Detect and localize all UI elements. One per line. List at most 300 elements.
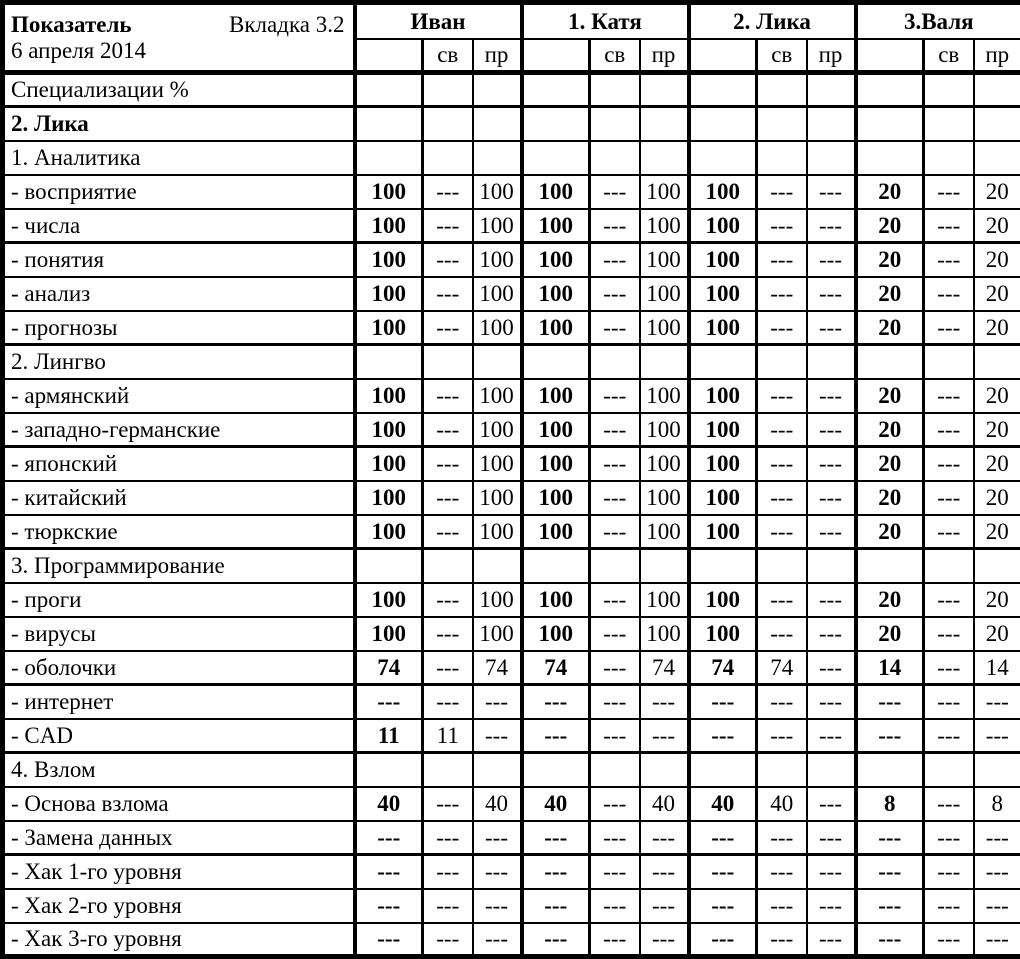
data-cell: --- bbox=[355, 821, 423, 855]
data-cell: --- bbox=[924, 821, 974, 855]
data-cell bbox=[924, 345, 974, 379]
data-cell: --- bbox=[590, 277, 640, 311]
data-cell: --- bbox=[473, 719, 522, 753]
data-cell: --- bbox=[807, 719, 856, 753]
data-cell: 20 bbox=[856, 583, 924, 617]
data-cell bbox=[856, 141, 924, 175]
data-cell: 100 bbox=[689, 481, 757, 515]
data-cell: 100 bbox=[473, 583, 522, 617]
data-cell: --- bbox=[807, 175, 856, 209]
data-cell: --- bbox=[757, 209, 807, 243]
data-cell bbox=[924, 107, 974, 141]
data-cell bbox=[689, 549, 757, 583]
data-cell bbox=[640, 141, 689, 175]
data-cell: --- bbox=[689, 685, 757, 719]
data-cell bbox=[473, 73, 522, 107]
data-cell: --- bbox=[640, 889, 689, 923]
data-cell: 100 bbox=[522, 175, 590, 209]
data-cell: --- bbox=[590, 923, 640, 957]
data-cell: --- bbox=[689, 719, 757, 753]
subcol-pr-header: пр bbox=[640, 39, 689, 73]
data-cell: --- bbox=[590, 583, 640, 617]
data-cell: --- bbox=[757, 311, 807, 345]
data-cell: --- bbox=[807, 413, 856, 447]
group-header-lika: 2. Лика bbox=[689, 3, 856, 39]
data-cell: 100 bbox=[473, 277, 522, 311]
data-cell bbox=[423, 345, 473, 379]
data-cell: 20 bbox=[974, 175, 1020, 209]
data-cell: --- bbox=[924, 311, 974, 345]
data-cell: --- bbox=[807, 685, 856, 719]
data-cell: --- bbox=[757, 855, 807, 889]
data-cell: --- bbox=[757, 277, 807, 311]
data-cell: 100 bbox=[355, 447, 423, 481]
data-cell: --- bbox=[590, 617, 640, 651]
data-cell: --- bbox=[924, 379, 974, 413]
data-cell: --- bbox=[590, 719, 640, 753]
data-cell: --- bbox=[423, 617, 473, 651]
section-row bbox=[3, 345, 1020, 379]
data-cell: 40 bbox=[757, 787, 807, 821]
data-cell: 100 bbox=[689, 583, 757, 617]
data-cell: 100 bbox=[522, 277, 590, 311]
group-header-valya: 3.Валя bbox=[856, 3, 1020, 39]
data-cell: 20 bbox=[856, 515, 924, 549]
data-cell: --- bbox=[590, 821, 640, 855]
item-row bbox=[3, 685, 1020, 719]
data-cell: --- bbox=[590, 209, 640, 243]
data-cell: --- bbox=[757, 243, 807, 277]
data-cell bbox=[974, 73, 1020, 107]
data-cell: 100 bbox=[689, 311, 757, 345]
data-cell: 100 bbox=[355, 583, 423, 617]
data-cell: 20 bbox=[974, 413, 1020, 447]
data-cell: 100 bbox=[522, 447, 590, 481]
item-row bbox=[3, 617, 1020, 651]
data-cell: --- bbox=[757, 413, 807, 447]
item-row bbox=[3, 209, 1020, 243]
data-cell: --- bbox=[355, 855, 423, 889]
data-cell: --- bbox=[423, 787, 473, 821]
data-cell bbox=[640, 549, 689, 583]
data-cell: --- bbox=[924, 243, 974, 277]
data-cell: --- bbox=[924, 923, 974, 957]
row-label: - прогнозы bbox=[3, 311, 355, 345]
page-title: Показатель bbox=[11, 12, 132, 37]
item-row bbox=[3, 889, 1020, 923]
item-row bbox=[3, 787, 1020, 821]
data-cell: --- bbox=[757, 923, 807, 957]
data-cell: 100 bbox=[522, 209, 590, 243]
data-cell: --- bbox=[689, 923, 757, 957]
subcol-blank bbox=[355, 39, 423, 73]
data-cell: 100 bbox=[640, 175, 689, 209]
data-cell: 20 bbox=[974, 515, 1020, 549]
data-cell: --- bbox=[640, 719, 689, 753]
data-cell bbox=[423, 549, 473, 583]
data-cell: --- bbox=[590, 787, 640, 821]
data-cell: 100 bbox=[640, 481, 689, 515]
data-cell: 74 bbox=[640, 651, 689, 685]
data-cell bbox=[689, 73, 757, 107]
data-cell: --- bbox=[423, 685, 473, 719]
data-cell: 20 bbox=[856, 311, 924, 345]
subcol-pr-header: пр bbox=[974, 39, 1020, 73]
data-cell bbox=[807, 107, 856, 141]
item-row bbox=[3, 855, 1020, 889]
data-cell: --- bbox=[423, 651, 473, 685]
data-cell: --- bbox=[423, 515, 473, 549]
data-cell: --- bbox=[856, 685, 924, 719]
data-cell bbox=[924, 73, 974, 107]
item-row bbox=[3, 923, 1020, 957]
item-row bbox=[3, 311, 1020, 345]
data-cell bbox=[757, 549, 807, 583]
data-cell bbox=[355, 345, 423, 379]
selected-row bbox=[3, 107, 1020, 141]
data-cell: 100 bbox=[355, 209, 423, 243]
data-cell bbox=[590, 345, 640, 379]
data-cell bbox=[590, 107, 640, 141]
data-cell: --- bbox=[423, 209, 473, 243]
data-cell: 20 bbox=[974, 277, 1020, 311]
data-cell: --- bbox=[924, 481, 974, 515]
data-cell: 100 bbox=[355, 515, 423, 549]
data-cell bbox=[522, 73, 590, 107]
data-cell: 100 bbox=[640, 209, 689, 243]
data-cell bbox=[974, 107, 1020, 141]
data-cell: 100 bbox=[522, 413, 590, 447]
data-cell: --- bbox=[757, 515, 807, 549]
data-cell: 100 bbox=[473, 515, 522, 549]
data-cell: --- bbox=[924, 617, 974, 651]
row-label: - западно-германские bbox=[3, 413, 355, 447]
data-cell bbox=[689, 107, 757, 141]
data-cell: --- bbox=[522, 855, 590, 889]
row-label: - японский bbox=[3, 447, 355, 481]
data-cell bbox=[473, 141, 522, 175]
data-cell: --- bbox=[355, 889, 423, 923]
data-cell: 11 bbox=[355, 719, 423, 753]
subcol-blank bbox=[689, 39, 757, 73]
data-cell: 20 bbox=[974, 209, 1020, 243]
data-cell: 100 bbox=[522, 243, 590, 277]
data-cell: --- bbox=[640, 821, 689, 855]
data-cell bbox=[355, 753, 423, 787]
data-cell: 20 bbox=[974, 447, 1020, 481]
item-row bbox=[3, 277, 1020, 311]
data-cell: 20 bbox=[856, 413, 924, 447]
data-cell: 100 bbox=[473, 379, 522, 413]
data-cell: --- bbox=[522, 719, 590, 753]
data-cell: --- bbox=[807, 923, 856, 957]
data-cell: --- bbox=[807, 447, 856, 481]
data-cell: 20 bbox=[856, 209, 924, 243]
data-cell: --- bbox=[856, 821, 924, 855]
data-cell bbox=[423, 107, 473, 141]
data-cell bbox=[856, 753, 924, 787]
data-cell bbox=[473, 753, 522, 787]
data-cell: --- bbox=[640, 923, 689, 957]
data-cell bbox=[473, 549, 522, 583]
data-cell bbox=[807, 141, 856, 175]
data-cell: 74 bbox=[522, 651, 590, 685]
data-cell bbox=[522, 141, 590, 175]
data-cell bbox=[640, 753, 689, 787]
data-cell: --- bbox=[924, 277, 974, 311]
data-cell: --- bbox=[757, 379, 807, 413]
data-cell: --- bbox=[924, 651, 974, 685]
row-label: - китайский bbox=[3, 481, 355, 515]
subcol-sv-header: св bbox=[924, 39, 974, 73]
data-cell bbox=[640, 73, 689, 107]
row-label: - вирусы bbox=[3, 617, 355, 651]
data-cell: --- bbox=[856, 923, 924, 957]
data-cell: 100 bbox=[355, 175, 423, 209]
data-cell bbox=[640, 345, 689, 379]
data-cell: 100 bbox=[640, 447, 689, 481]
data-cell: 8 bbox=[856, 787, 924, 821]
data-cell bbox=[807, 345, 856, 379]
group-header-ivan: Иван bbox=[355, 3, 522, 39]
data-cell: --- bbox=[807, 821, 856, 855]
tab-label: Вкладка 3.2 bbox=[229, 12, 344, 37]
data-cell: 100 bbox=[355, 311, 423, 345]
data-cell bbox=[924, 549, 974, 583]
data-cell bbox=[689, 753, 757, 787]
data-cell: --- bbox=[522, 923, 590, 957]
data-cell: --- bbox=[640, 855, 689, 889]
data-cell: --- bbox=[807, 583, 856, 617]
data-cell: 100 bbox=[640, 583, 689, 617]
data-cell: --- bbox=[924, 685, 974, 719]
data-cell: --- bbox=[689, 821, 757, 855]
data-cell: 100 bbox=[689, 413, 757, 447]
row-label: - анализ bbox=[3, 277, 355, 311]
data-cell bbox=[974, 345, 1020, 379]
data-cell: --- bbox=[423, 413, 473, 447]
data-cell: 100 bbox=[689, 243, 757, 277]
subcol-sv-header: св bbox=[757, 39, 807, 73]
data-cell: --- bbox=[355, 923, 423, 957]
data-cell: 20 bbox=[856, 617, 924, 651]
data-cell: --- bbox=[423, 923, 473, 957]
data-cell: 40 bbox=[522, 787, 590, 821]
data-cell: 100 bbox=[522, 617, 590, 651]
data-cell bbox=[974, 549, 1020, 583]
data-cell: 100 bbox=[355, 243, 423, 277]
data-cell: --- bbox=[423, 855, 473, 889]
group-header-katya: 1. Катя bbox=[522, 3, 689, 39]
data-cell: --- bbox=[423, 821, 473, 855]
subcol-pr-header: пр bbox=[807, 39, 856, 73]
data-cell: 74 bbox=[355, 651, 423, 685]
data-cell bbox=[856, 107, 924, 141]
data-cell bbox=[689, 141, 757, 175]
data-cell: --- bbox=[856, 719, 924, 753]
data-cell: --- bbox=[689, 889, 757, 923]
data-cell: 20 bbox=[856, 175, 924, 209]
data-cell: --- bbox=[924, 719, 974, 753]
data-cell bbox=[807, 753, 856, 787]
data-cell: 40 bbox=[689, 787, 757, 821]
data-cell: --- bbox=[757, 617, 807, 651]
data-cell bbox=[473, 345, 522, 379]
data-cell: 100 bbox=[640, 515, 689, 549]
data-cell bbox=[355, 141, 423, 175]
data-cell: 100 bbox=[640, 617, 689, 651]
data-cell: --- bbox=[757, 889, 807, 923]
data-cell: 100 bbox=[355, 277, 423, 311]
data-cell bbox=[423, 73, 473, 107]
data-cell: 100 bbox=[522, 311, 590, 345]
data-cell: --- bbox=[522, 821, 590, 855]
row-label: - понятия bbox=[3, 243, 355, 277]
data-cell: --- bbox=[757, 685, 807, 719]
data-cell: --- bbox=[473, 923, 522, 957]
data-cell bbox=[522, 753, 590, 787]
data-cell: --- bbox=[924, 175, 974, 209]
row-label: 2. Лика bbox=[3, 107, 355, 141]
data-cell: 100 bbox=[640, 413, 689, 447]
data-cell: 100 bbox=[640, 277, 689, 311]
data-cell: --- bbox=[522, 685, 590, 719]
data-cell: --- bbox=[757, 583, 807, 617]
subcol-blank bbox=[856, 39, 924, 73]
item-row bbox=[3, 481, 1020, 515]
data-cell: --- bbox=[423, 583, 473, 617]
row-label: - Хак 3-го уровня bbox=[3, 923, 355, 957]
data-cell bbox=[423, 141, 473, 175]
item-row bbox=[3, 243, 1020, 277]
item-row bbox=[3, 821, 1020, 855]
data-cell: 100 bbox=[689, 277, 757, 311]
section-row bbox=[3, 549, 1020, 583]
data-cell: --- bbox=[974, 821, 1020, 855]
data-cell: --- bbox=[423, 889, 473, 923]
data-cell: --- bbox=[423, 311, 473, 345]
data-cell: --- bbox=[423, 481, 473, 515]
data-cell: --- bbox=[757, 719, 807, 753]
subcol-pr-header: пр bbox=[473, 39, 522, 73]
data-cell bbox=[757, 73, 807, 107]
row-label: - числа bbox=[3, 209, 355, 243]
data-cell bbox=[590, 141, 640, 175]
data-cell: 20 bbox=[974, 379, 1020, 413]
data-cell bbox=[757, 107, 807, 141]
data-cell: 20 bbox=[856, 379, 924, 413]
data-cell: --- bbox=[590, 311, 640, 345]
data-cell: --- bbox=[974, 855, 1020, 889]
data-cell: 100 bbox=[689, 515, 757, 549]
row-label: - проги bbox=[3, 583, 355, 617]
row-label: 3. Программирование bbox=[3, 549, 355, 583]
data-cell bbox=[355, 549, 423, 583]
data-cell: 20 bbox=[856, 277, 924, 311]
data-cell: 100 bbox=[689, 379, 757, 413]
data-cell: --- bbox=[974, 719, 1020, 753]
data-cell: 100 bbox=[522, 515, 590, 549]
data-cell: --- bbox=[924, 889, 974, 923]
data-cell bbox=[590, 73, 640, 107]
data-cell: 100 bbox=[689, 617, 757, 651]
data-cell: --- bbox=[807, 209, 856, 243]
data-cell: --- bbox=[473, 685, 522, 719]
data-cell: --- bbox=[856, 855, 924, 889]
row-label: - CAD bbox=[3, 719, 355, 753]
data-cell: 20 bbox=[856, 243, 924, 277]
row-label: - армянский bbox=[3, 379, 355, 413]
data-cell: --- bbox=[807, 617, 856, 651]
data-cell: 100 bbox=[689, 447, 757, 481]
data-cell: 100 bbox=[522, 379, 590, 413]
subcol-sv-header: св bbox=[590, 39, 640, 73]
corner-cell bbox=[3, 3, 355, 73]
data-cell: --- bbox=[590, 855, 640, 889]
data-cell: 74 bbox=[689, 651, 757, 685]
data-cell: --- bbox=[807, 311, 856, 345]
data-cell bbox=[924, 141, 974, 175]
data-cell: --- bbox=[807, 787, 856, 821]
data-cell: --- bbox=[924, 209, 974, 243]
data-cell: --- bbox=[974, 923, 1020, 957]
data-cell: 14 bbox=[856, 651, 924, 685]
data-cell: --- bbox=[924, 515, 974, 549]
data-cell: --- bbox=[807, 855, 856, 889]
data-cell: 100 bbox=[689, 209, 757, 243]
data-cell: 8 bbox=[974, 787, 1020, 821]
data-cell bbox=[590, 753, 640, 787]
data-cell: 100 bbox=[640, 311, 689, 345]
data-cell bbox=[522, 345, 590, 379]
data-cell: --- bbox=[423, 243, 473, 277]
data-cell: --- bbox=[590, 447, 640, 481]
row-label: - Хак 1-го уровня bbox=[3, 855, 355, 889]
data-cell: 100 bbox=[355, 617, 423, 651]
section-row bbox=[3, 753, 1020, 787]
data-cell: 100 bbox=[355, 413, 423, 447]
item-row bbox=[3, 583, 1020, 617]
data-cell: --- bbox=[924, 855, 974, 889]
data-cell: --- bbox=[807, 515, 856, 549]
data-cell: 20 bbox=[974, 617, 1020, 651]
data-cell: --- bbox=[807, 889, 856, 923]
data-cell: --- bbox=[473, 821, 522, 855]
data-cell: 20 bbox=[974, 583, 1020, 617]
row-label: - интернет bbox=[3, 685, 355, 719]
data-cell: --- bbox=[590, 243, 640, 277]
item-row bbox=[3, 447, 1020, 481]
data-cell: --- bbox=[590, 379, 640, 413]
data-cell bbox=[473, 107, 522, 141]
subcol-blank bbox=[522, 39, 590, 73]
data-cell bbox=[807, 73, 856, 107]
data-cell: 74 bbox=[473, 651, 522, 685]
data-cell bbox=[640, 107, 689, 141]
row-label: 1. Аналитика bbox=[3, 141, 355, 175]
data-cell: 14 bbox=[974, 651, 1020, 685]
data-cell: 100 bbox=[473, 243, 522, 277]
data-cell: --- bbox=[473, 855, 522, 889]
subcol-sv-header: св bbox=[423, 39, 473, 73]
data-cell bbox=[974, 141, 1020, 175]
item-row bbox=[3, 719, 1020, 753]
data-cell bbox=[355, 107, 423, 141]
data-cell bbox=[689, 345, 757, 379]
row-label: - Хак 2-го уровня bbox=[3, 889, 355, 923]
item-row bbox=[3, 175, 1020, 209]
data-cell: 20 bbox=[974, 481, 1020, 515]
